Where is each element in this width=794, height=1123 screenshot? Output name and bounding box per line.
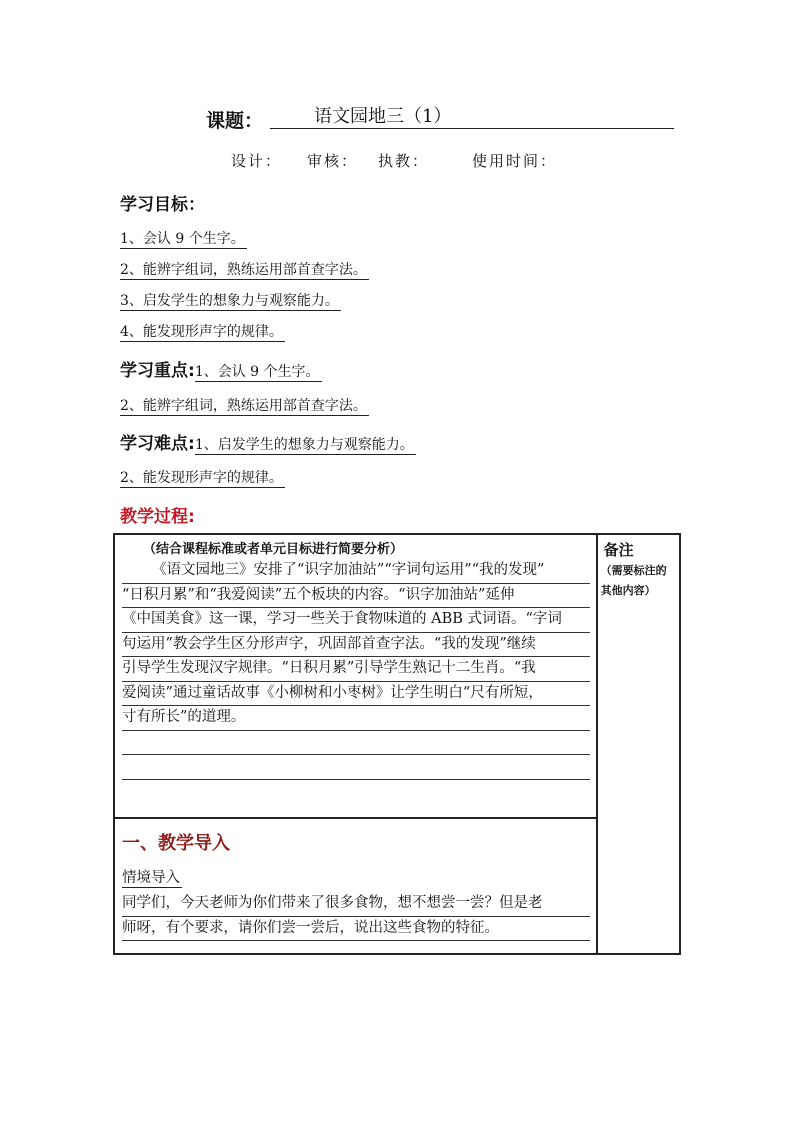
review-label: 审核： bbox=[307, 152, 359, 170]
process-table bbox=[113, 533, 681, 955]
objective-item: 3、启发学生的想象力与观察能力。 bbox=[120, 293, 339, 309]
analysis-text bbox=[122, 559, 590, 780]
section1-cell bbox=[114, 818, 597, 954]
notes-title: 备注 bbox=[603, 541, 634, 559]
time-label: 使用时间： bbox=[472, 152, 558, 170]
analysis-line: 《语文园地三》安排了“识字加油站”“字词句运用”“我的发现” bbox=[122, 559, 590, 584]
difficulties-heading: 学习难点: bbox=[120, 434, 195, 454]
analysis-line: 引导学生发现汉字规律。“日积月累”引导学生熟记十二生肖。“我 bbox=[122, 657, 590, 682]
section1-subheading-wrap bbox=[122, 867, 596, 888]
notes-cell bbox=[597, 534, 680, 954]
difficulty-item: 2、能发现形声字的规律。 bbox=[120, 470, 283, 486]
key-points-row bbox=[120, 356, 322, 382]
key-points-heading: 学习重点: bbox=[120, 361, 195, 381]
difficulties-row bbox=[120, 429, 416, 455]
title-label: 课题： bbox=[206, 110, 264, 132]
analysis-line: 寸有所长”的道理。 bbox=[122, 706, 590, 731]
section1-line: 师呀，有个要求，请你们尝一尝后，说出这些食物的特征。 bbox=[122, 917, 590, 942]
blank-line bbox=[122, 731, 590, 756]
section1-text bbox=[122, 892, 590, 941]
notes-subtitle: （需要标注的其他内容） bbox=[600, 564, 667, 597]
section1-line: 同学们，今天老师为你们带来了很多食物，想不想尝一尝？但是老 bbox=[122, 892, 590, 917]
section1-subheading: 情境导入 bbox=[122, 870, 180, 886]
analysis-cell bbox=[114, 534, 597, 818]
objective-item: 4、能发现形声字的规律。 bbox=[120, 324, 283, 340]
analysis-line: 句运用”教会学生区分形声字，巩固部首查字法。“我的发现”继续 bbox=[122, 633, 590, 658]
teach-label: 执教： bbox=[378, 152, 430, 170]
process-heading: 教学过程: bbox=[120, 507, 195, 527]
analysis-heading: （结合课程标准或者单元目标进行简要分析） bbox=[143, 542, 404, 557]
key-point-item: 1、会认 9 个生字。 bbox=[194, 364, 320, 380]
analysis-line: 《中国美食》这一课，学习一些关于食物味道的 ABB 式词语。“字词 bbox=[122, 608, 590, 633]
objective-item: 1、会认 9 个生字。 bbox=[120, 231, 245, 247]
section1-heading: 一、教学导入 bbox=[122, 833, 230, 854]
design-label: 设计： bbox=[231, 152, 283, 170]
objectives-heading: 学习目标： bbox=[120, 195, 205, 215]
difficulty-item: 1、启发学生的想象力与观察能力。 bbox=[194, 437, 414, 453]
analysis-line: 爱阅读”通过童话故事《小柳树和小枣树》让学生明白“尺有所短， bbox=[122, 682, 590, 707]
title-value: 语文园地三（1） bbox=[270, 106, 674, 129]
objective-item: 2、能辨字组词，熟练运用部首查字法。 bbox=[120, 262, 367, 278]
blank-line bbox=[122, 755, 590, 780]
key-point-item: 2、能辨字组词，熟练运用部首查字法。 bbox=[120, 398, 367, 414]
analysis-line: “日积月累”和“我爱阅读”五个板块的内容。“识字加油站”延伸 bbox=[122, 584, 590, 609]
